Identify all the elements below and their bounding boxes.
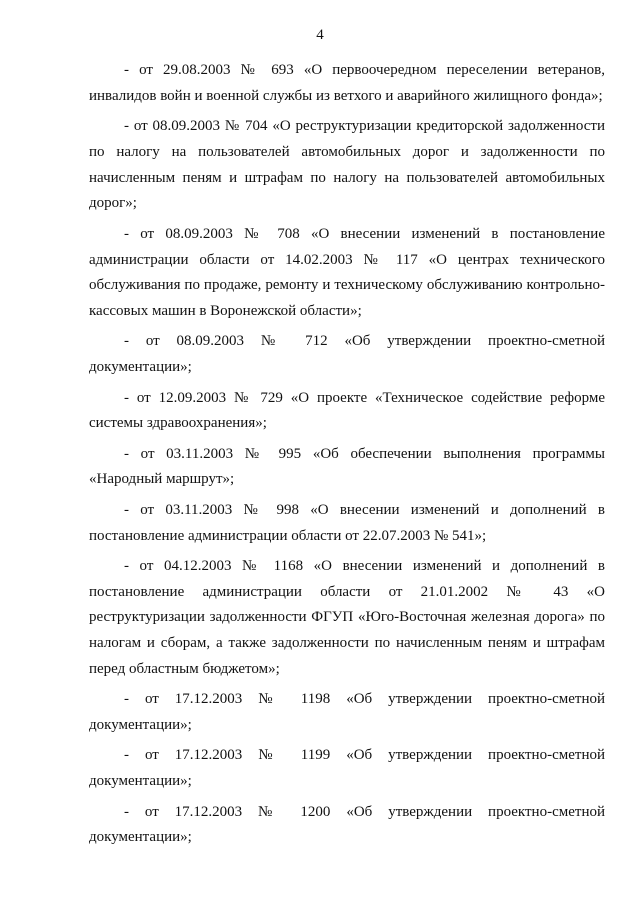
list-item: - от 29.08.2003 № 693 «О первоочередном переселении ветеранов, инвалидов войн и военной службы из ветхого и аварийного жилищного фонда»; [89,62,605,104]
list-item: - от 08.09.2003 № 704 «О реструктуризации кредиторской задолженности по налогу на пользователей автомобильных дорог и задолженности по начисленным пеням и штрафам по налогу на пользователей автомобильных дорог»; [89,118,605,212]
list-item: - от 04.12.2003 № 1168 «О внесении изменений и дополнений в постановление администрации области от 21.01.2002 № 43 «О реструктуризации задолженности ФГУП «Юго-Восточная железная дорога» по налогам и сборам, а также задолженности по начисленным пеням и штрафам перед областным бюджетом»; [89,557,605,678]
list-item: - от 12.09.2003 № 729 «О проекте «Техническое содействие реформе системы здравоохранения»; [89,389,605,432]
list-item: - от 17.12.2003 № 1199 «Об утверждении проектно-сметной документации»; [89,747,605,790]
document-body [89,58,605,856]
page-number: 4 [316,27,324,43]
list-item: - от 17.12.2003 № 1198 «Об утверждении проектно-сметной документации»; [89,691,605,734]
list-item: - от 08.09.2003 № 712 «Об утверждении проектно-сметной документации»; [89,333,605,376]
list-item: - от 03.11.2003 № 995 «Об обеспечении выполнения программы «Народный маршрут»; [89,445,605,488]
list-item: - от 08.09.2003 № 708 «О внесении изменений в постановление администрации области от 14.02.2003 № 117 «О центрах технического обслуживания по продаже, ремонту и техническому обслуживанию контрольно-кассовых машин в Воронежской области»; [89,225,605,320]
list-item: - от 03.11.2003 № 998 «О внесении изменений и дополнений в постановление администрации области от 22.07.2003 № 541»; [89,501,605,544]
list-item: - от 17.12.2003 № 1200 «Об утверждении проектно-сметной документации»; [89,803,605,846]
